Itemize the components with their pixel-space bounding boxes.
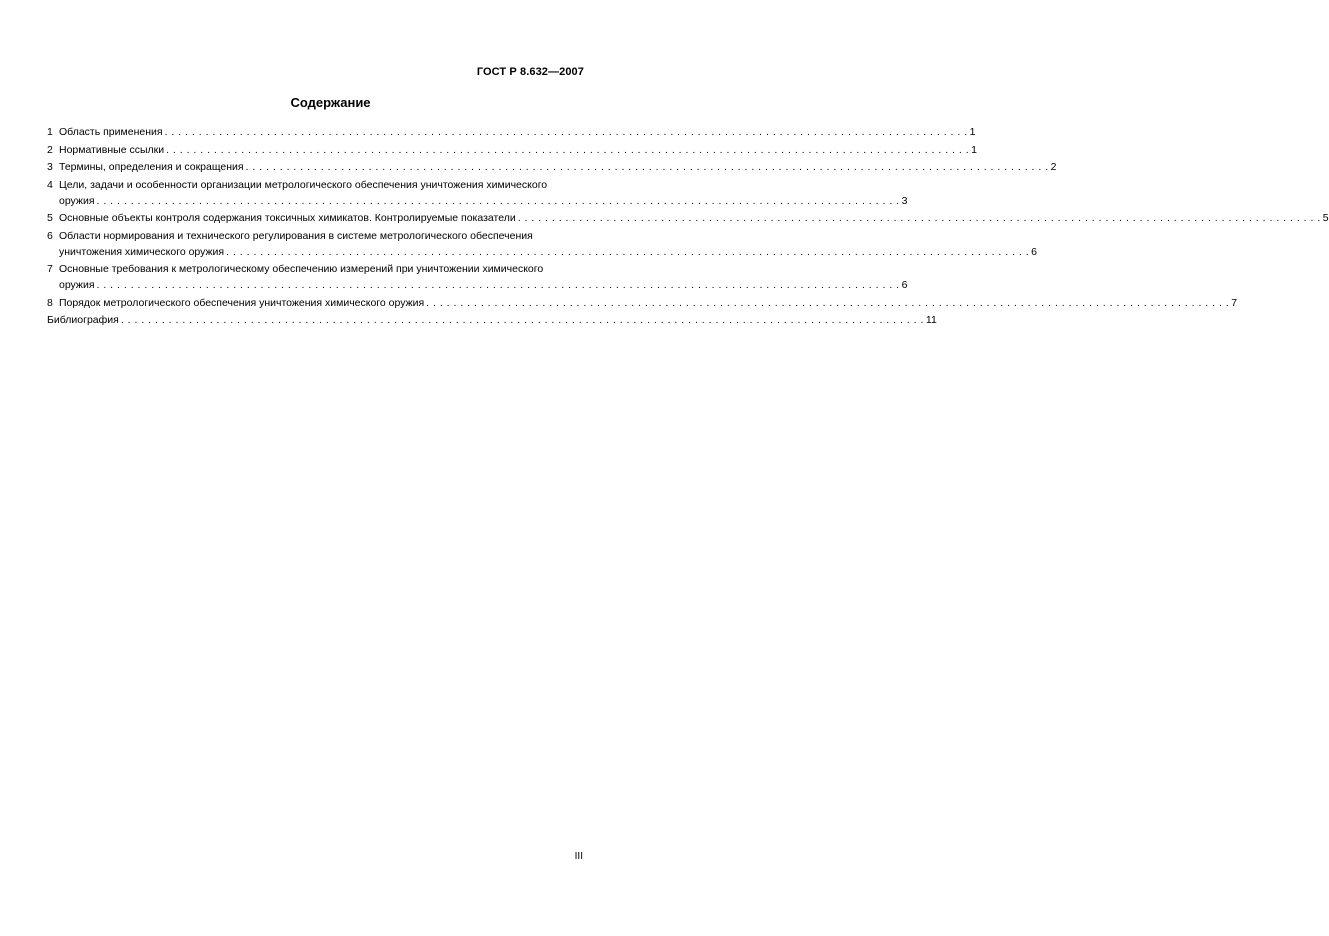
toc-entry-number: 4 [47, 178, 53, 191]
toc-entry-page: 11 [925, 314, 937, 326]
toc-entry-title: Область применения [59, 126, 163, 138]
toc-entry-title: Области нормирования и технического регулирования в системе метрологического обеспечения [59, 229, 533, 242]
toc-entry-page: 3 [901, 194, 908, 207]
toc-entry-7[interactable] [47, 261, 908, 293]
toc-leader-dots [518, 210, 1321, 226]
table-of-contents [47, 124, 1329, 330]
toc-entry-number: 7 [47, 263, 53, 275]
document-code: ГОСТ Р 8.632—2007 [476, 66, 584, 78]
toc-entry-page: 1 [971, 143, 977, 156]
toc-entry-6[interactable] [47, 228, 1038, 260]
toc-entry-4[interactable] [47, 177, 908, 209]
toc-entry-title-continued: уничтожения химического оружия [59, 245, 225, 258]
toc-entry-number: 6 [47, 229, 53, 242]
toc-leader-dots [121, 312, 924, 328]
toc-entry-3[interactable] [47, 159, 1057, 175]
toc-entry-number: 1 [47, 126, 53, 138]
toc-entry-title-continued: оружия [59, 279, 95, 291]
toc-entry-page: 5 [1322, 212, 1329, 224]
toc-leader-dots [226, 244, 1029, 260]
toc-leader-dots [246, 159, 1049, 175]
toc-entry-title-continued: оружия [59, 194, 95, 207]
toc-entry-title: Термины, определения и сокращения [59, 161, 244, 173]
toc-leader-dots [165, 124, 968, 140]
toc-entry-title: Библиография [47, 314, 119, 326]
toc-entry-page: 6 [1031, 245, 1038, 258]
toc-leader-dots [426, 295, 1229, 311]
toc-entry-title: Основные объекты контроля содержания токсичных химикатов. Контролируемые показатели [59, 212, 516, 224]
toc-entry-page: 7 [1231, 296, 1238, 309]
toc-leader-dots [97, 277, 900, 293]
toc-entry-number: 8 [47, 296, 53, 309]
toc-entry-number: 3 [47, 161, 53, 173]
toc-entry-number: 2 [47, 143, 53, 156]
toc-entry-1[interactable] [47, 124, 976, 140]
page-number: III [574, 851, 583, 862]
toc-title: Содержание [290, 95, 371, 110]
toc-entry-8[interactable] [47, 295, 1238, 311]
toc-entry-page: 2 [1050, 161, 1057, 173]
toc-leader-dots [97, 193, 900, 209]
toc-entry-5[interactable] [47, 210, 1329, 226]
toc-entry-page: 1 [969, 126, 976, 138]
toc-entry-title: Порядок метрологического обеспечения уничтожения химического оружия [59, 296, 425, 309]
toc-leader-dots [166, 142, 969, 158]
toc-entry-number: 5 [47, 212, 53, 224]
toc-entry-bibliography[interactable] [47, 312, 937, 328]
toc-entry-2[interactable] [47, 142, 977, 158]
toc-entry-title: Нормативные ссылки [59, 143, 165, 156]
toc-entry-title: Основные требования к метрологическому обеспечению измерений при уничтожении химического [59, 263, 544, 275]
toc-entry-page: 6 [901, 279, 908, 291]
toc-entry-title: Цели, задачи и особенности организации метрологического обеспечения уничтожения химического [59, 178, 548, 191]
